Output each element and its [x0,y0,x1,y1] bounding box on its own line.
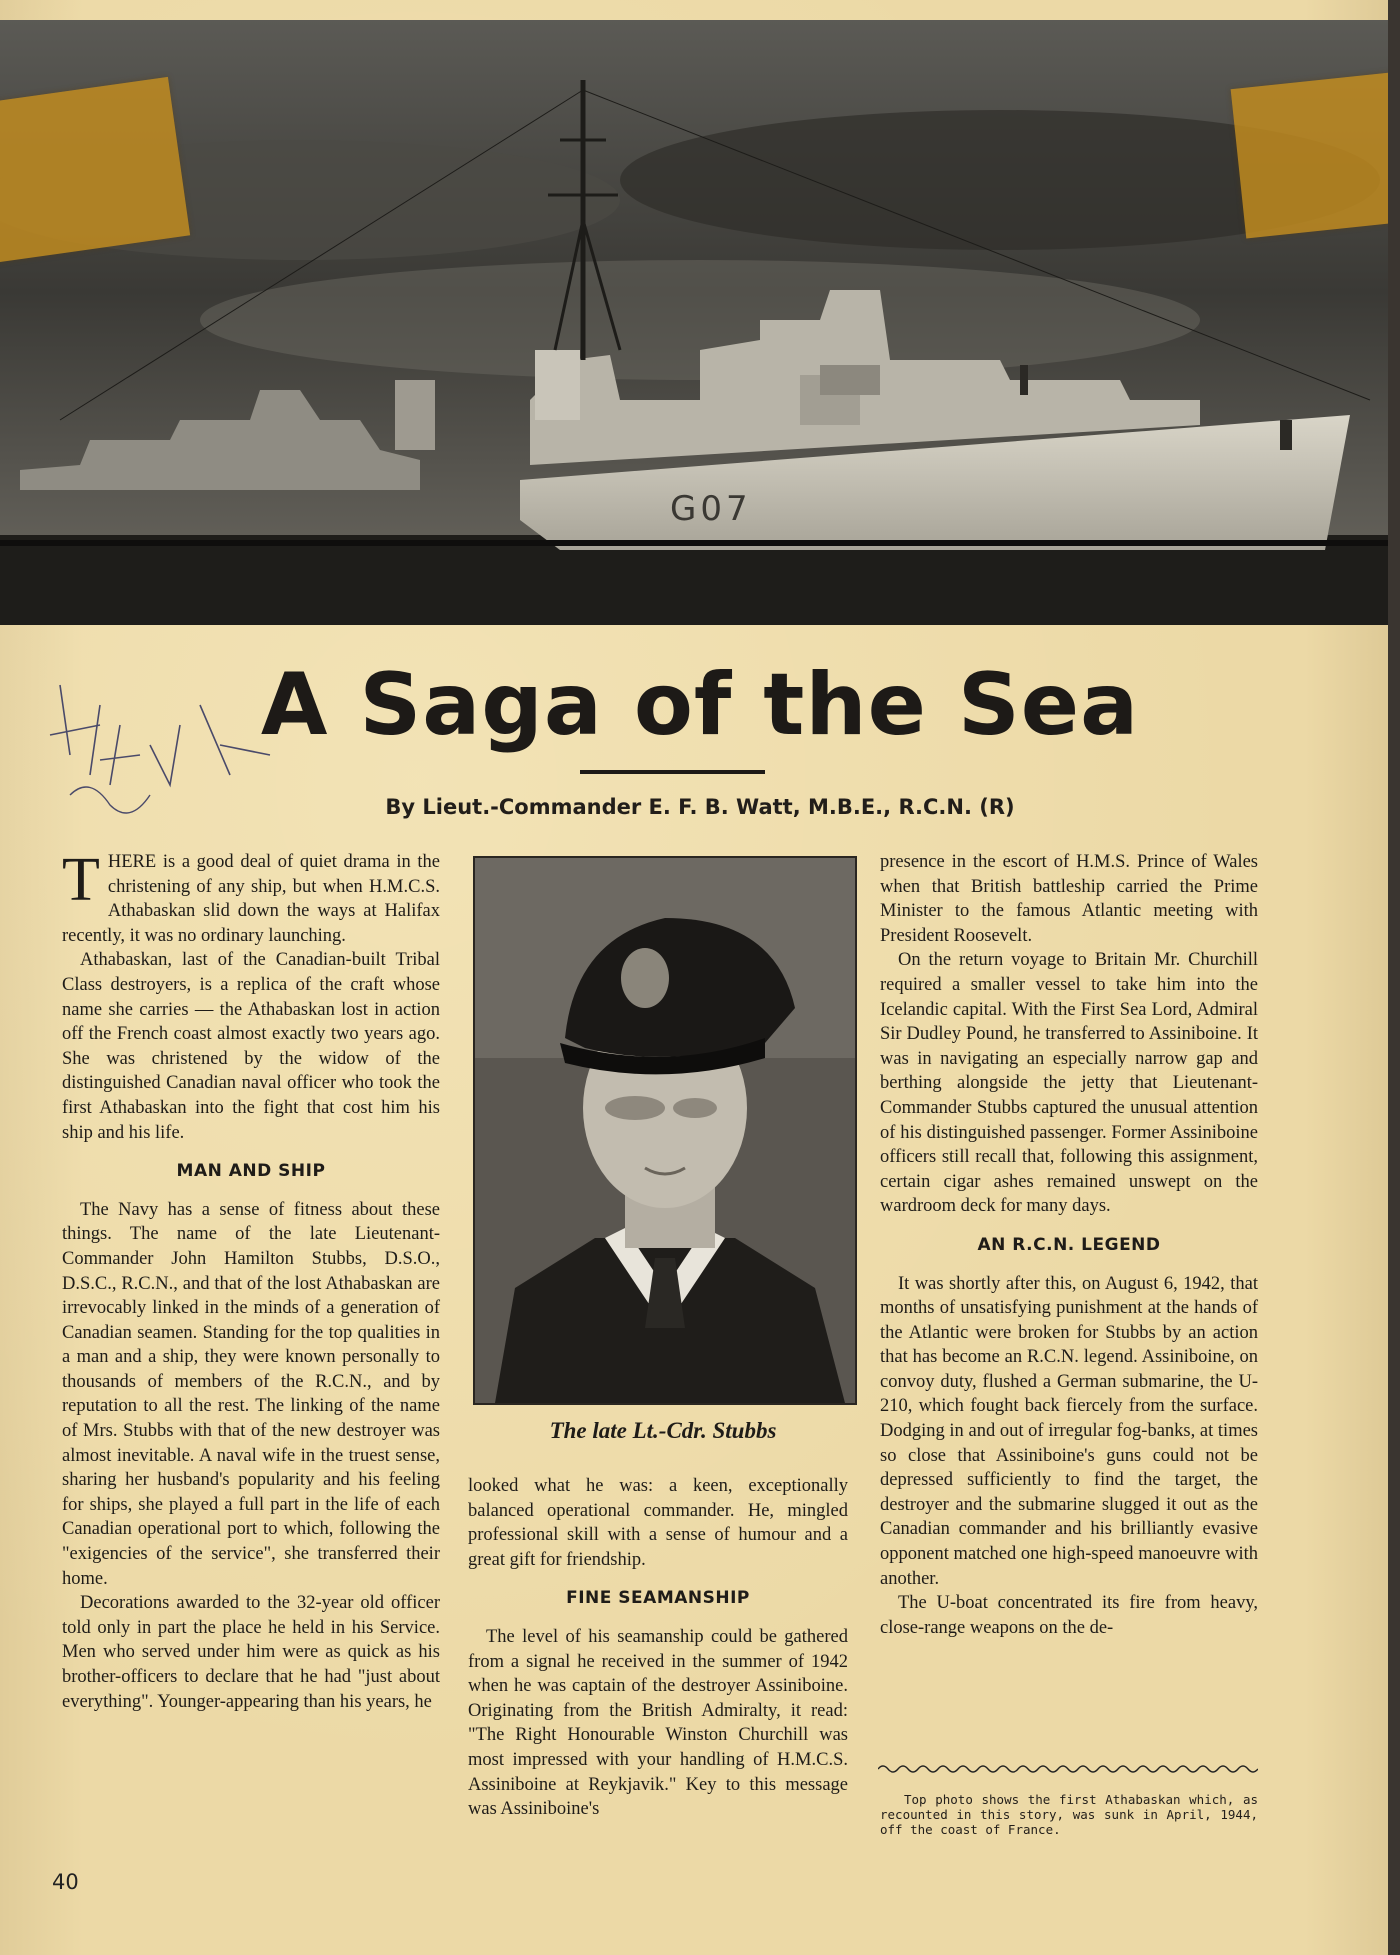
paragraph: Decorations awarded to the 32-year old officer told only in part the place he held in his Service. Men who served under him were as quick as his brother-officers to declare that he had "just about everything". Younger-appearing than his years, he [62,1593,440,1712]
column-1 [62,846,440,1714]
article-byline: By Lieut.-Commander E. F. B. Watt, M.B.E., R.C.N. (R) [385,795,1015,819]
tape-left [0,77,190,263]
hull-number: G07 [670,489,752,529]
paragraph: The U-boat concentrated its fire from heavy, close-range weapons on the de- [880,1593,1258,1638]
portrait-illustration [475,858,855,1403]
paragraph: On the return voyage to Britain Mr. Churchill required a smaller vessel to take him into the Icelandic capital. With the First Sea Lord, Admiral Sir Dudley Pound, he transferred to Assiniboine. It was in navigating an especially narrow gap and berthing alongside the jetty that Lieutenant-Commander Stubbs captured the unusual attention of his distinguished passenger. Former Assiniboine officers still recall that, following this assignment, certain cigar ashes remained unswept on the wardroom deck for many days. [880,950,1258,1217]
subhead-rcn-legend: AN R.C.N. LEGEND [977,1234,1161,1255]
photo-footnote: Top photo shows the first Athabaskan which, as recounted in this story, was sunk in April, 1944, off the coast of France. [880,1792,1258,1837]
paragraph: presence in the escort of H.M.S. Prince of Wales when that British battleship carried the Prime Minister to the famous Atlantic meeting with President Roosevelt. [880,852,1258,946]
paragraph-intro-text: HERE is a good deal of quiet drama in the christening of any ship, but when H.M.C.S. Athabaskan slid down the ways at Halifax recently, it was no ordinary launching. [62,852,440,946]
subhead-fine-seamanship: FINE SEAMANSHIP [566,1588,750,1609]
page-number: 40 [52,1870,79,1894]
destroyer-illustration [0,20,1388,625]
drop-cap: T [62,846,100,914]
subhead-man-and-ship: MAN AND SHIP [176,1161,326,1182]
portrait-photo [473,856,857,1405]
tape-right [1231,72,1388,239]
paragraph-intro [62,846,440,948]
column-2 [468,1474,848,1822]
paragraph: Athabaskan, last of the Canadian-built Tribal Class destroyers, is a replica of the craft whose name she carries — the Athabaskan lost in action off the French coast almost exactly two years ago. She was christened by the widow of the distinguished Canadian naval officer who took the first Athabaskan into the fight that cost him his ship and his life. [62,950,440,1143]
handwritten-scribble [30,665,290,845]
article-headline: A Saga of the Sea [260,655,1140,755]
paragraph: looked what he was: a keen, exceptionally balanced operational commander. He, mingled professional skill with a sense of humour and a great gift for friendship. [468,1476,848,1570]
wavy-divider [878,1762,1258,1776]
paragraph: The level of his seamanship could be gathered from a signal he received in the summer of 1942 when he was captain of the destroyer Assiniboine. Originating from the British Admiralty, it read: "The Right Honourable Winston Churchill was most impressed with your handling of H.M.C.S. Assiniboine at Reykjavik." Key to this message was Assiniboine's [468,1626,848,1820]
paragraph: It was shortly after this, on August 6, 1942, that months of unsatisfying punishment at the hands of the Atlantic were broken for Stubbs by an action that has become an R.C.N. legend. Assiniboine, on convoy duty, flushed a German submarine, the U-210, which fought back fiercely from the surface. Dodging in and out of irregular fog-banks, at times so close that Assiniboine's guns could not be depressed sufficiently to find the target, the destroyer and the submarine slugged it out as the Canadian commander and his brilliantly evasive opponent matched one high-speed manoeuvre with another. [880,1273,1258,1589]
headline-underline [580,770,765,774]
paragraph: The Navy has a sense of fitness about these things. The name of the late Lieutenant-Commander John Hamilton Stubbs, D.S.O., D.S.C., R.C.N., and that of the lost Athabaskan are irrevocably linked in the minds of a generation of Canadian seamen. Standing for the top qualities in a man and a ship, they were known personally to thousands of members of the R.C.N., and by reputation to all the rest. The linking of the name of Mrs. Stubbs with that of the new destroyer was almost inevitable. A naval wife in the truest sense, sharing her husband's popularity and his feeling for ships, she played a full part in the life of each Canadian operational port to which, following the "exigencies of the service", she transferred their home. [62,1199,440,1589]
portrait-caption: The late Lt.-Cdr. Stubbs [549,1418,777,1443]
column-3 [880,850,1258,1640]
destroyer-photo [0,20,1388,625]
